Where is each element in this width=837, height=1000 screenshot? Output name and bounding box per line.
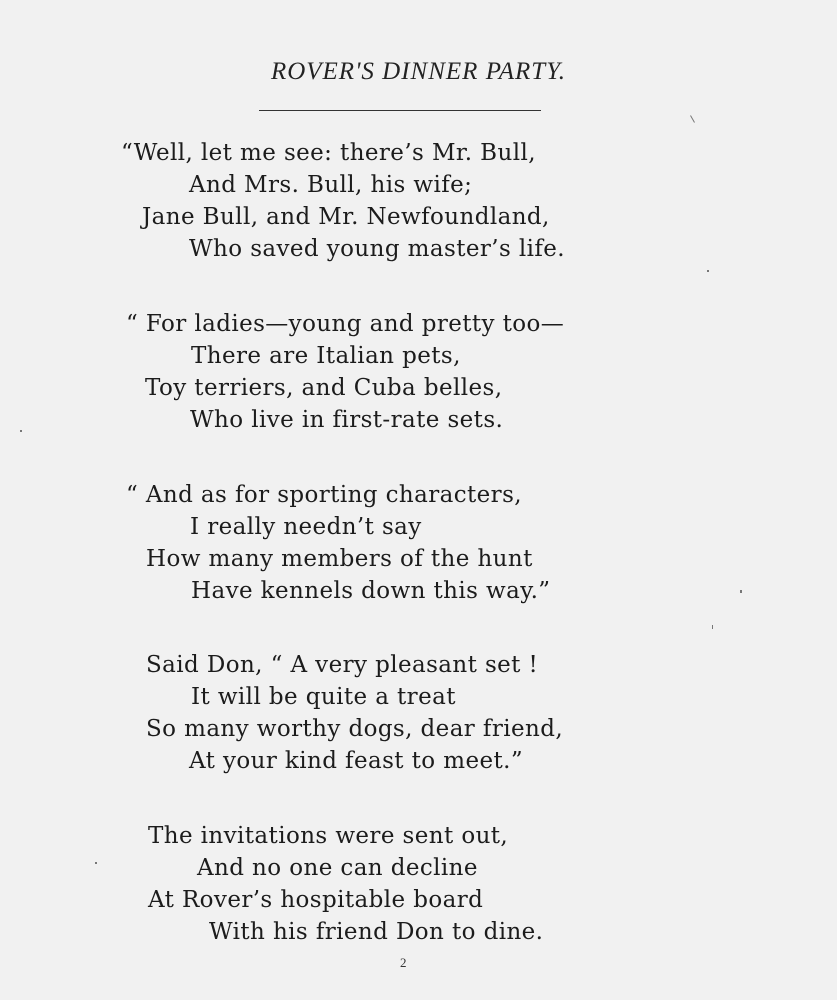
stanza-5-line-1: The invitations were sent out, <box>148 823 509 849</box>
stanza-3-line-2: I really needn’t say <box>190 514 422 540</box>
stanza-4-line-4: At your kind feast to meet.” <box>189 748 523 774</box>
scan-speck <box>707 270 709 272</box>
stanza-4-line-1: Said Don, “ A very pleasant set ! <box>146 652 539 678</box>
stanza-1-line-1: “Well, let me see: there’s Mr. Bull, <box>121 140 536 166</box>
stanza-5-line-3: At Rover’s hospitable board <box>148 887 484 913</box>
stanza-3-line-4: Have kennels down this way.” <box>191 578 551 604</box>
stanza-3-line-3: How many members of the hunt <box>146 546 533 572</box>
scan-speck <box>690 115 695 122</box>
scan-speck <box>712 625 713 629</box>
stanza-2-line-4: Who live in first-rate sets. <box>190 407 504 433</box>
stanza-3-line-1: “ And as for sporting characters, <box>126 482 522 508</box>
stanza-2-line-3: Toy terriers, and Cuba belles, <box>145 375 503 401</box>
scan-speck <box>740 590 742 593</box>
stanza-5-line-2: And no one can decline <box>197 855 478 881</box>
stanza-4-line-2: It will be quite a treat <box>191 684 456 710</box>
stanza-2-line-1: “ For ladies—young and pretty too— <box>126 311 565 337</box>
stanza-1-line-3: Jane Bull, and Mr. Newfoundland, <box>142 204 550 230</box>
stanza-5-line-4: With his friend Don to dine. <box>209 919 544 945</box>
scan-speck <box>95 862 97 864</box>
page-title: ROVER'S DINNER PARTY. <box>270 58 567 85</box>
stanza-1-line-2: And Mrs. Bull, his wife; <box>189 172 473 198</box>
page-number: 2 <box>400 955 407 970</box>
stanza-1-line-4: Who saved young master’s life. <box>189 236 566 262</box>
stanza-4-line-3: So many worthy dogs, dear friend, <box>146 716 564 742</box>
title-rule <box>259 110 541 111</box>
scan-speck <box>20 430 22 432</box>
stanza-2-line-2: There are Italian pets, <box>191 343 461 369</box>
